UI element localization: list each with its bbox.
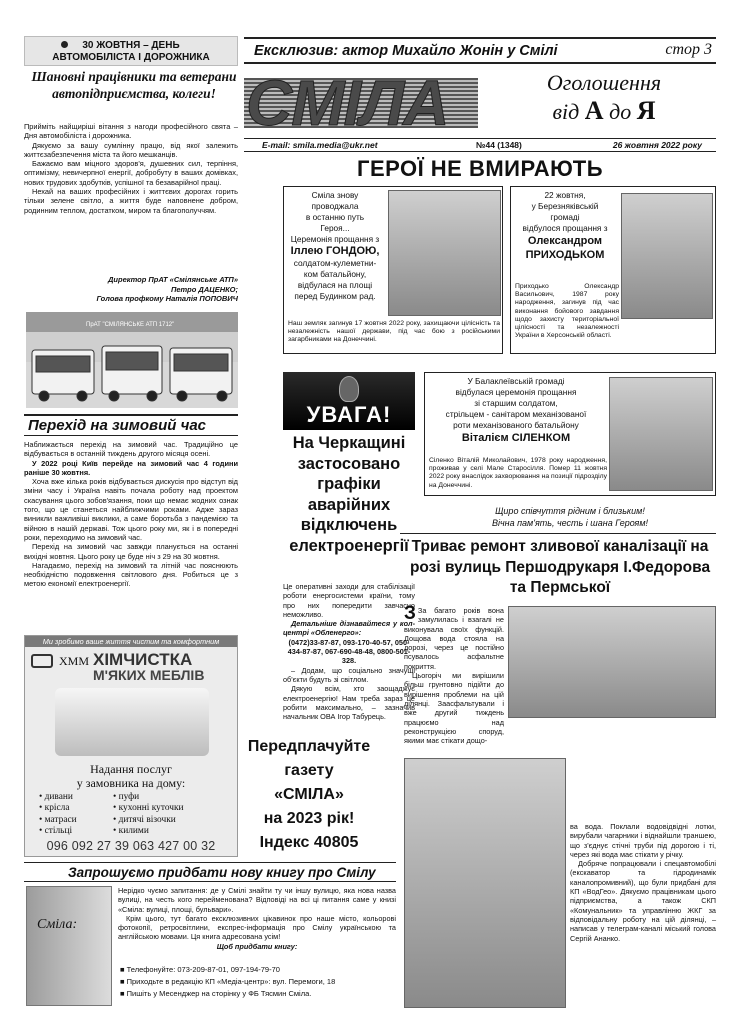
masthead-title: СМІЛА (246, 70, 449, 136)
attention-phones: (0472)33-87-87, 093-170-40-57, 050-434-87-87, 067-690-48-48, 0800-501-328. (287, 637, 411, 666)
hero-1-line: відбулася на площі (297, 280, 373, 290)
book-contacts (120, 964, 398, 1000)
attention-text: УВАГА! (306, 402, 392, 427)
attention-body (283, 582, 415, 721)
ads-letter-ya: Я (636, 96, 656, 125)
hero-2-box (510, 186, 716, 354)
ad-services2: у замовника на дому: (76, 776, 186, 790)
issue-number: №44 (1348) (476, 140, 522, 150)
hero-2-caption: Приходько Олександр Васильович, 1987 року народження, загинув під час виконання бойового завдання щодо захисту територіальної цілісності та незалежності України в Херсонській області. (515, 283, 619, 340)
greeting-title: Шановні працівники та ветерани автопідприємства, колеги! (31, 69, 237, 101)
hero-3-line: роти механізованого батальйону (453, 420, 579, 430)
holiday-line2: АВТОМОБІЛІСТА І ДОРОЖНИКА (52, 52, 210, 63)
sofa-icon (31, 654, 53, 668)
heroes-title: ГЕРОЇ НЕ ВМИРАЮТЬ (356, 156, 604, 181)
hero-2-portrait (621, 193, 713, 319)
book-p2: Крім цього, тут багато ексклюзивних цікавинок про наше місто, кольорові фотокопії, ретросвітлини, експрес-інформація про Смілу українською та англійською мовами. Ця книга адресована усім! (118, 913, 396, 942)
hero-1-box (283, 186, 503, 354)
bus-2 (102, 346, 162, 401)
hero-2-line: громаді (550, 212, 580, 222)
sewer-body-2 (570, 822, 716, 943)
hero-3-line: зі старшим солдатом, (474, 398, 558, 408)
bus-3 (170, 348, 232, 401)
masthead (244, 70, 478, 136)
book-how: Щоб придбати книгу: (216, 941, 298, 951)
subscribe-line3: «СМІЛА» (274, 786, 344, 803)
book-cover (26, 886, 112, 1006)
sewer-photo-truck (508, 606, 716, 718)
greeting-signature (24, 275, 238, 304)
dropcap: З (404, 603, 416, 624)
subscribe-line1: Передплачуйте (247, 738, 371, 755)
bullet-dot (61, 41, 68, 48)
sewer-title: Триває ремонт зливової каналізації на розі вулиць Першодрукаря І.Федорова та Пермської (409, 538, 711, 596)
attention-title: На Черкащині застосовано графіки аварійних відключень електроенергії (289, 434, 409, 555)
ad-family-photo (55, 688, 209, 756)
attention-p1: Це оперативні заходи для стабілізації роботи енергосистеми країни, тому про них попередити завчасно неможливо. (283, 582, 415, 619)
ad-list-2 (113, 792, 184, 837)
hero-3-line: відбулася церемонія прощання (455, 387, 577, 397)
ad-item: • крісла (39, 803, 70, 814)
hero-2-intro (513, 190, 617, 262)
book-body (118, 886, 396, 951)
book-contact-item: ■ Пишіть у Месенджер на сторінку у ФБ Тясмин Сміла. (120, 989, 312, 998)
dry-cleaning-ad (24, 635, 238, 857)
attention-p2: Детальніше дізнавайтеся у кол-центрі «Обленерго»: (283, 619, 415, 638)
hero-1-intro (286, 190, 384, 302)
holiday-line1: 30 ЖОВТНЯ – ДЕНЬ (82, 40, 180, 51)
winter-p2: У 2022 році Київ перейде на зимовий час 4 години раніше 30 жовтня. (24, 458, 238, 477)
greeting-p3: Бажаємо вам міцного здоров'я, душевних сил, терпіння, оптимізму, невичерпної енергії, добробуту в ваших домівках, нових трудових здобутків, успішної та безаварійної праці. (24, 159, 238, 187)
winter-p1: Наближається перехід на зимовий час. Традиційно це відбувається в останній тиждень другого місяця осені. (24, 440, 238, 459)
greeting-p1: Прийміть найщиріші вітання з нагоди професійного свята – Дня автомобіліста і дорожника. (24, 122, 238, 141)
bus-1 (32, 350, 94, 401)
cover-title: Сміла: (37, 917, 78, 932)
hero-1-line: Церемонія прощання з (290, 234, 380, 244)
subscribe-line4: на 2023 рік! (263, 810, 355, 827)
exclusive-headline: Ексклюзив: актор Михайло Жонін у Смілі (254, 43, 558, 59)
hero-3-line: стрільцем - санітаром механізованої (445, 409, 587, 419)
sewer-p1: З За багато років вона замулилась і взагалі не виконувала своїх функцій. Дощова вода стояла на дорозі, через це постійно псувалось асфальтне покриття. (404, 603, 504, 671)
sewer-p2-start: Цьогоріч ми вирішили більш грунтовно підійти до вирішення проблеми на цій ділянці. Заасфальтували і вже другий тиждень працюємо над реконструкцією споруд, якими має стікати дощо- (404, 671, 504, 746)
ad-item: • матраси (39, 814, 77, 825)
hero-3-intro (427, 376, 605, 445)
hero-1-caption: Наш земляк загинув 17 жовтня 2022 року, захищаючи цілісність та незалежність нашої держави, під час бою з російськими загарбниками на Донеччині. (288, 320, 500, 344)
condolence (424, 505, 716, 529)
signature-2: Петро ДАЦЕНКО; (170, 284, 238, 294)
hero-1-line: проводжала (311, 201, 359, 211)
hero-3-caption: Сіленко Віталій Миколайович, 1978 року народження, проживав у селі Мале Старосілля. Помер 11 жовтня 2022 року внаслідок захворювання на позиції підрозділу на Донеччині. (429, 457, 607, 489)
sewer-rule (400, 533, 716, 534)
ads-line2 (494, 96, 714, 127)
ad-item: • килими (113, 825, 149, 836)
hero-2-line: у Березняківській (531, 201, 599, 211)
attention-p4: – Додам, що соціально значущі об'єкти будуть зі світлом. (283, 665, 415, 684)
ads-letter-a: А (584, 96, 604, 125)
condolence-1: Щиро співчуття рідним і близьким! (495, 506, 645, 516)
ad-phones: 096 092 27 39 063 427 00 32 (46, 839, 216, 853)
subscribe-box (222, 731, 396, 859)
bulb-icon (339, 376, 359, 402)
ad-item: • пуфи (113, 792, 140, 802)
hero-1-line: перед Будинком рад. (294, 291, 376, 301)
info-line (244, 138, 716, 152)
depot-sign: ПрАТ "СМІЛЯНСЬКЕ АТП 1712" (86, 322, 175, 328)
hero-3-line: У Балаклеївській громаді (467, 376, 565, 386)
ad-title2: М'ЯКИХ МЕБЛІВ (93, 667, 205, 683)
exclusive-bar (244, 37, 716, 64)
greeting-p4: Нехай на ваших професійних і життєвих дорогах горить тільки зелене світло, а життя буде наповнене добром, родинним теплом, достатком, миром та благополуччям. (24, 187, 238, 215)
subscribe-line2: газету (284, 762, 334, 779)
book-title-bar (24, 862, 396, 882)
signature-3: Голова профкому Наталія ПОПОВИЧ (96, 294, 238, 304)
ad-item: • кухонні куточки (113, 803, 184, 814)
winter-p5: Нагадаємо, перехід на зимовий та літній час пояснюють необхідністю подовження світлового дня. Робиться це з метою економії електроенергії. (24, 560, 238, 589)
hero-2-line: відбулося прощання з (522, 223, 608, 233)
subscribe-index: Індекс 40805 (259, 834, 359, 851)
hero-1-line: Героя... (320, 223, 350, 233)
ads-slogan (494, 70, 714, 136)
condolence-2: Вічна пам'ять, честь і шана Героям! (491, 518, 649, 528)
hero-2-line: 22 жовтня, (544, 190, 586, 200)
hero-3-box (424, 372, 716, 496)
attention-banner (283, 372, 415, 430)
sewer-photo-trench (404, 758, 566, 1008)
hero-1-portrait (388, 190, 501, 316)
ad-list-1 (39, 792, 77, 837)
greeting-p2: Дякуємо за вашу сумлінну працю, від якої залежить життєзабезпечення міста та його мешканців. (24, 140, 238, 159)
ad-item: • дитячі візочки (113, 814, 176, 825)
winter-p4: Перехід на зимовий час завжди планується на останні вихідні жовтня. Цього року це буде ніч з 29 на 30 жовтня. (24, 542, 238, 561)
ads-from: від (552, 99, 580, 124)
hero-1-line: солдатом-кулеметни- (293, 258, 377, 268)
issue-date: 26 жовтня 2022 року (612, 140, 702, 150)
hero-2-name: ПРИХОДЬКОМ (525, 249, 605, 261)
hero-1-line: ком батальйону, (303, 269, 367, 279)
book-contact-item: ■ Приходьте в редакцію КП «Медіа-центр»: вул. Перемоги, 18 (120, 977, 336, 986)
winter-time-title: Перехід на зимовий час (28, 417, 207, 434)
ad-item: • дивани (39, 792, 73, 802)
hero-1-line: Сміла знову (311, 190, 359, 200)
page-reference: стор 3 (665, 41, 712, 58)
email-text: E-mail: smila.media@ukr.net (262, 140, 378, 150)
winter-p3: Хоча вже кілька років відбувається дискусія про відступ від зміни часу і Україна навіть почала роботу над проектом скасування цього зобов'язання, поки що немає жодних ознак того, що це станеться найближчими роками. Адже зараз виникли важливіші виклики, а саме боротьба з пандемією та війною в нашій державі. Тож цього року ми, як і в попередні роки, переходимо на зимовий час. (24, 477, 238, 542)
hero-3-portrait (609, 377, 713, 491)
hero-1-line: в останню путь (305, 212, 365, 222)
signature-1: Директор ПрАТ «Смілянське АТП» (108, 275, 238, 284)
hero-3-name: Віталієм СІЛЕНКОМ (461, 432, 571, 444)
ad-services1: Надання послуг (90, 762, 172, 776)
ad-item: • стільці (39, 825, 73, 836)
winter-time-body (24, 440, 238, 589)
sewer-p3: Добряче попрацювали і спецавтомобілі (екскаватор та гідродинамік каналопромивний), що були придбані для КП «ВодГео». Дякуємо працівникам цього підприємства, а також СКП «Комунальник» та управлінню ЖКГ за відповідальну роботу на цій ділянці, – написав у телеграм-каналі міський голова Сергій Ананко. (570, 859, 716, 943)
sewer-p2-end: ва вода. Поклали водовідвідні лотки, вирубали чагарники і віднайшли траншею, що з'єднує стічні труби під дорогою і ті, через які вода має стікати у річку. (570, 822, 716, 859)
hero-1-name: Іллею ГОНДОЮ, (290, 245, 380, 257)
ads-to: до (609, 99, 632, 124)
greeting-body (24, 122, 238, 215)
ad-slogan: Ми зробимо ваше життя чистим та комфортним (25, 636, 237, 647)
buses-photo (26, 312, 238, 408)
ad-title1: ХІМЧИСТКА (93, 650, 193, 669)
sewer-body-1 (404, 603, 504, 746)
book-p1: Нерідко чуємо запитання: де у Смілі знайти ту чи іншу вулицю, яка нова назва вулиці, на честь кого перейменована? Відповіді на всі ці питання саме у книзі «Сміла: вулиці, площі, бульвари». (118, 886, 396, 914)
ads-line1: Оголошення (546, 70, 662, 95)
ad-brand: ХММ (59, 654, 90, 668)
book-title: Запрошуємо придбати нову книгу про Смілу (68, 865, 376, 880)
winter-time-title-bar (24, 414, 238, 436)
attention-p5: Дякую всім, хто заощаджує електроенергію! Нам треба зараз це робити максимально, – зазначив начальник ОВА Ігор Табурець. (283, 684, 415, 722)
hero-2-name: Олександром (527, 235, 603, 247)
book-contact-item: ■ Телефонуйте: 073-209-87-01, 097-194-79-70 (120, 965, 280, 974)
holiday-banner (24, 36, 238, 66)
